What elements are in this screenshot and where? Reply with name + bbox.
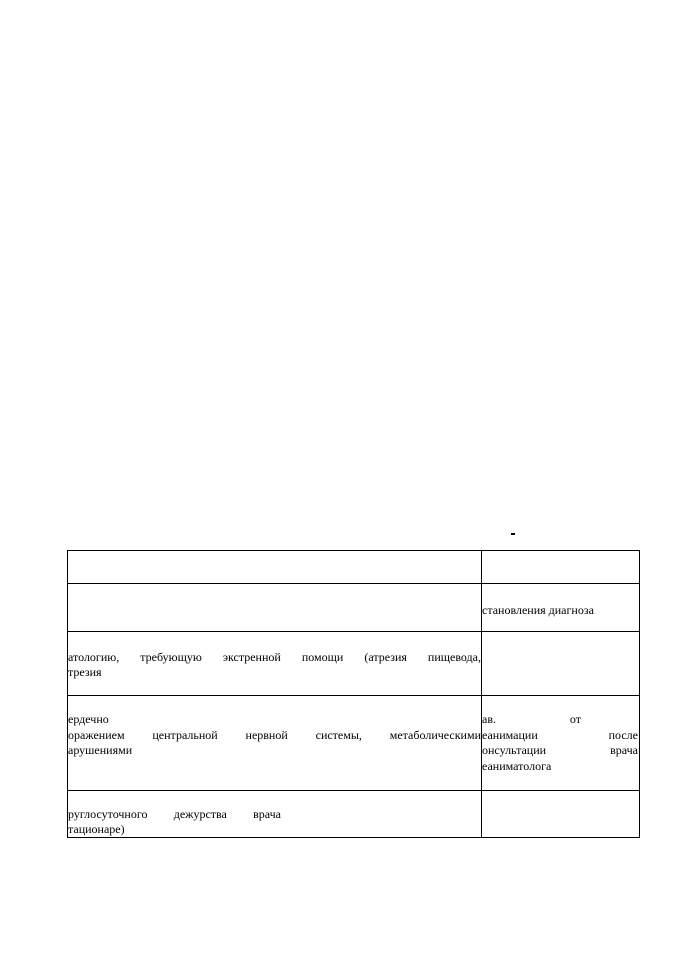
table-cell-right	[482, 584, 640, 632]
table-row-header	[68, 551, 640, 584]
table-cell-left	[68, 632, 482, 696]
table-cell-right	[482, 791, 640, 838]
table-cell-right	[482, 551, 640, 584]
document-table	[67, 550, 640, 838]
cell-text-line: ав. от	[482, 712, 581, 726]
table-row-diagnosis	[68, 584, 640, 632]
table-cell-left	[68, 551, 482, 584]
cell-text-line: оражением центральной нервной системы, метаболическими	[68, 728, 481, 742]
table-cell-left	[68, 791, 482, 838]
cell-text-line: онсультации врача	[482, 743, 638, 757]
cell-text-line: тационаре)	[68, 822, 125, 836]
table-cell-right	[482, 696, 640, 791]
dash-mark	[511, 533, 515, 535]
cell-text-line: арушениями	[68, 743, 133, 757]
table-cell-left	[68, 584, 482, 632]
cell-text-line: руглосуточного дежурства врача	[68, 807, 281, 821]
table-row-emergency	[68, 632, 640, 696]
table-cell-left	[68, 696, 482, 791]
cell-text-line: трезия	[68, 665, 102, 679]
table-cell-right	[482, 632, 640, 696]
table-row-duty	[68, 791, 640, 838]
table-row-cardiac	[68, 696, 640, 791]
cell-text-line: атологию, требующую экстренной помощи (атрезия пищевода,	[68, 650, 481, 664]
cell-text-line: становления диагноза	[482, 603, 594, 617]
cell-text-line: еанимации после	[482, 728, 638, 742]
cell-text-line: ердечно	[68, 712, 109, 726]
cell-text-line: еаниматолога	[482, 759, 552, 773]
